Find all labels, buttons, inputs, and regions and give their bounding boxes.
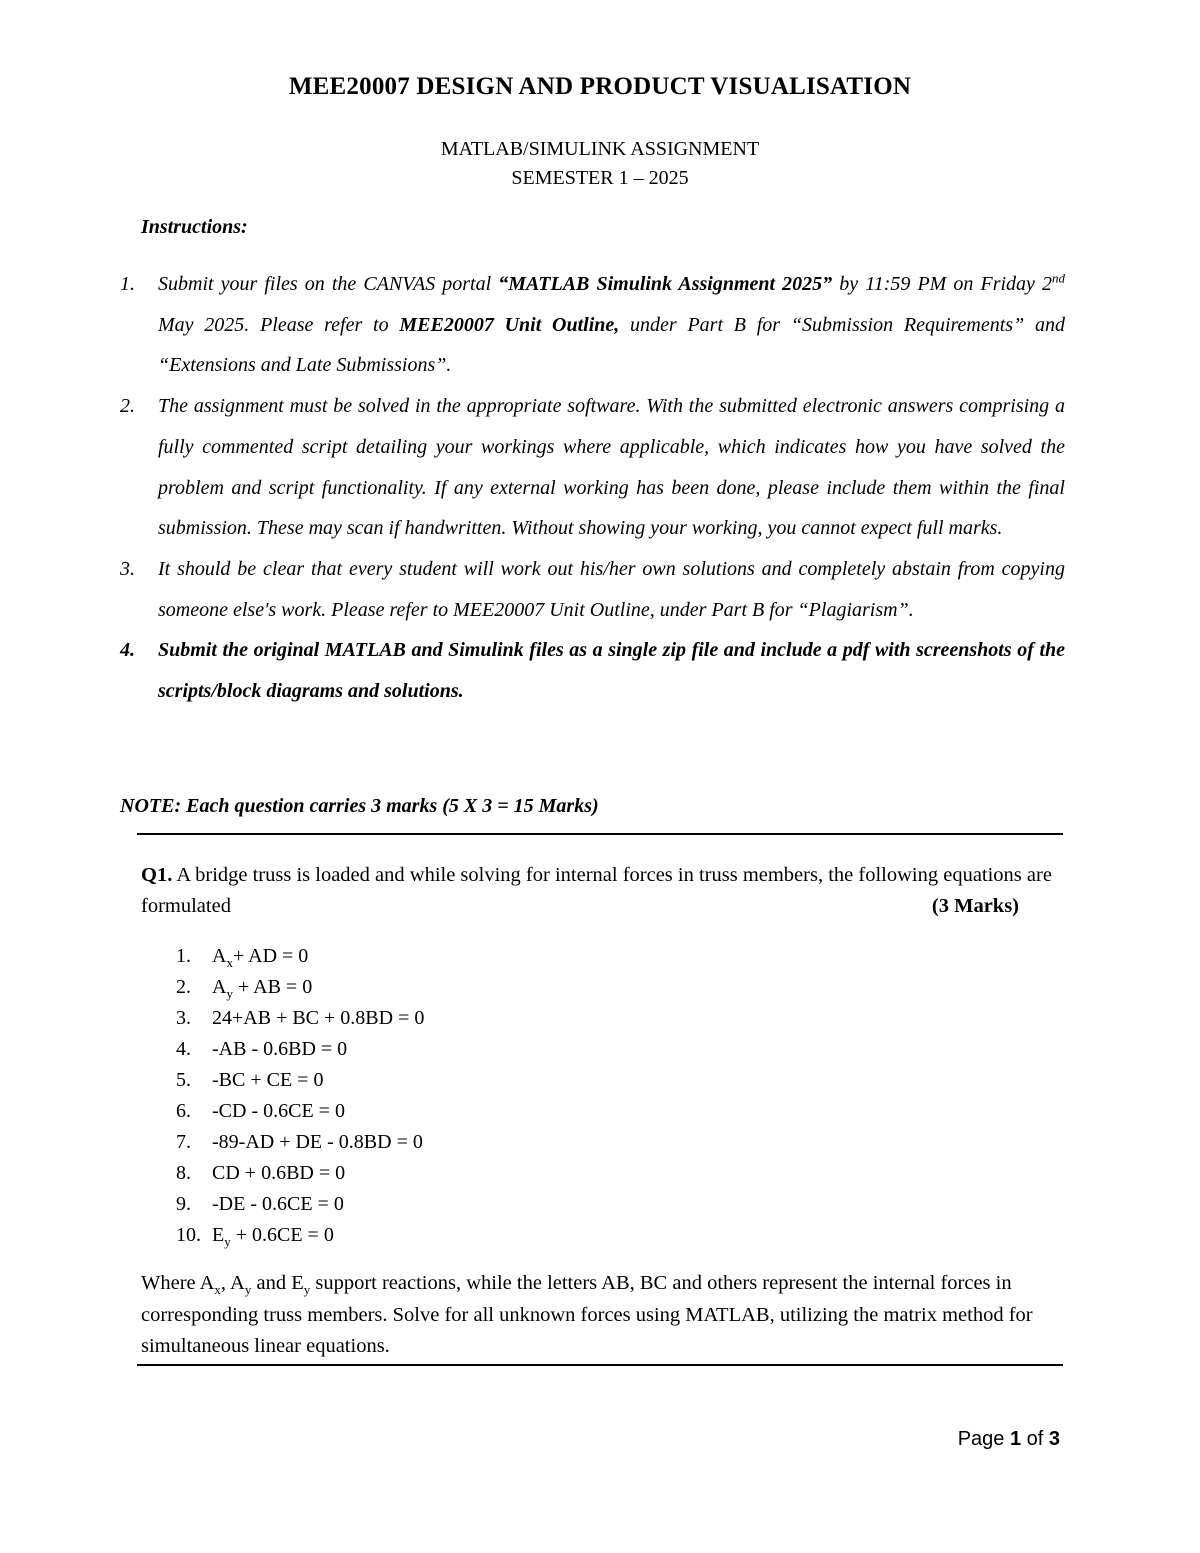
assignment-subtitle: MATLAB/SIMULINK ASSIGNMENT (440, 138, 760, 160)
instruction-item-4 (120, 630, 1065, 711)
question-1-intro: Q1. A bridge truss is loaded and while solving for internal forces in truss members, the following equations are formulated (141, 864, 1052, 917)
equation-list (176, 941, 424, 1251)
equation-item: 3. 24+AB + BC + 0.8BD = 0 (176, 1007, 425, 1029)
instructions-list (120, 264, 1065, 712)
instruction-number: 1. (120, 273, 135, 295)
equation-item: 5. -BC + CE = 0 (176, 1069, 324, 1091)
page-number: Page 1 of 3 (957, 1428, 1060, 1450)
equation-item: 1. $A_x+$ AD = 0 (176, 945, 309, 970)
document-title: MEE20007 DESIGN AND PRODUCT VISUALISATION (288, 73, 912, 100)
instruction-text: The assignment must be solved in the appropriate software. With the submitted electronic answers comprising a fully commented script detailing your workings where applicable, which indicates how you have solved the problem and script functionality. If any external working has been done, please include them within the final submission. These may scan if handwritten. Without showing your working, you cannot expect full marks. (158, 395, 1065, 540)
instruction-text: Submit your files on the CANVAS portal “MATLAB Simulink Assignment 2025” by 11:59 PM on Friday 2nd May 2025. Please refer to MEE20007 Unit Outline, under Part B for “Submission Requirements” and “Extensions and Late Submissions”. (158, 270, 1065, 377)
equation-item: 10. $E_y + 0.6CE = 0$ (176, 1224, 334, 1249)
instruction-item-3 (120, 549, 1065, 630)
instruction-text: It should be clear that every student will work out his/her own solutions and completely abstain from copying someone else's work. Please refer to MEE20007 Unit Outline, under Part B for “Plagiarism”. (158, 557, 1065, 621)
question-1-label: Q1. (141, 864, 173, 886)
instruction-number: 4. (120, 639, 135, 662)
equation-item: 8. CD + 0.6BD = 0 (176, 1162, 346, 1184)
divider-top (137, 833, 1063, 835)
equation-item: 4. -AB - 0.6BD = 0 (176, 1038, 348, 1060)
instruction-item-2 (120, 386, 1065, 549)
equation-item: 6. -CD - 0.6CE = 0 (176, 1100, 345, 1122)
instruction-item-1 (120, 264, 1065, 386)
semester-line: SEMESTER 1 – 2025 (511, 167, 689, 189)
instruction-number: 2. (120, 395, 135, 418)
equation-item: 7. -89-AD + DE - 0.8BD = 0 (176, 1131, 423, 1153)
instruction-number: 3. (120, 557, 135, 580)
instruction-text: Submit the original MATLAB and Simulink files as a single zip file and include a pdf with screenshots of the scripts/block diagrams and solutions. (158, 639, 1065, 703)
marks-note: NOTE: Each question carries 3 marks (5 X 3 = 15 Marks) (120, 795, 599, 817)
question-1 (141, 860, 1061, 922)
question-1-explanation: Where $A_x$, $A_y$ and $E_y$ support reactions, while the letters AB, BC and others represent the internal forces in corresponding truss members. Solve for all unknown forces using MATLAB, utilizing the matrix method for simultaneous linear equations. (141, 1272, 1033, 1357)
equation-item: 2. $A_y$ + AB = 0 (176, 976, 313, 1001)
question-1-marks: (3 Marks) (931, 895, 1019, 917)
divider-bottom (137, 1364, 1063, 1366)
equation-item: 9. -DE - 0.6CE = 0 (176, 1193, 344, 1215)
instructions-heading: Instructions: (141, 216, 248, 238)
